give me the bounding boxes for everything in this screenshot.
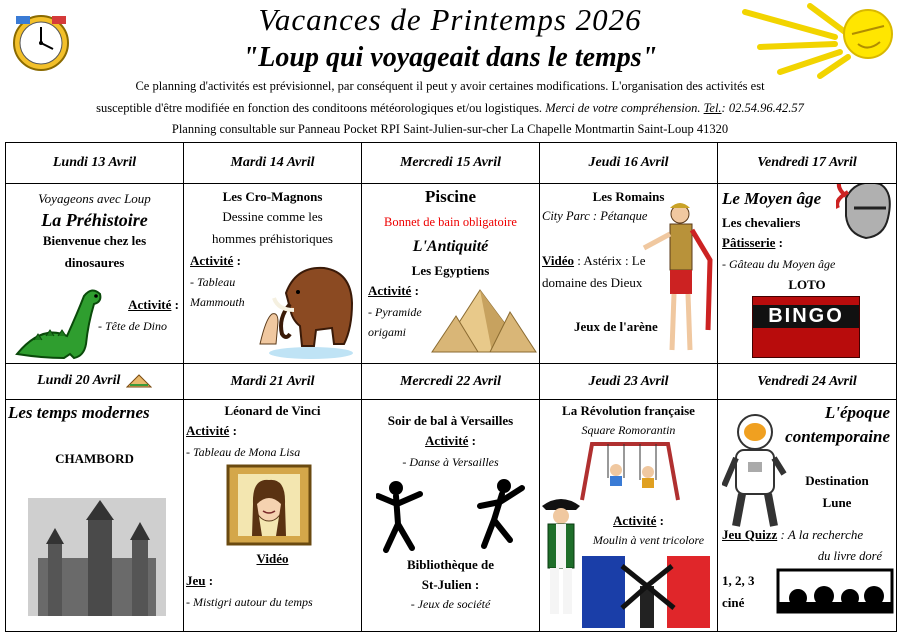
activity-word: Activité <box>425 433 469 448</box>
tricolour-windmill-icon <box>582 556 710 628</box>
cell-heading: Les Cro-Magnons <box>222 189 323 204</box>
sandwich-icon <box>126 373 152 389</box>
activity-item: Moulin à vent tricolore <box>592 533 705 547</box>
jeu-word: Jeu <box>186 573 206 588</box>
cell-text: 1, 2, 3 <box>722 573 755 588</box>
cell-text: Destination <box>805 473 869 488</box>
day-header: Lundi 13 Avril <box>6 143 184 184</box>
dancers-icon <box>376 474 526 554</box>
roman-soldier-icon <box>640 200 716 358</box>
intro-conditions: susceptible d'être modifiée en fonction des conditoons météorologiques et/ou logistiques. <box>96 101 543 115</box>
cell-heading: Le Moyen âge <box>722 189 822 208</box>
cell-text: LOTO <box>788 277 826 292</box>
colon: : <box>775 235 784 250</box>
activity-word: Activité <box>613 513 657 528</box>
cell-wed-22 <box>362 400 540 632</box>
mammoth-icon <box>256 248 360 360</box>
cell-text: Les chevaliers <box>722 215 801 230</box>
week2-header-row <box>6 364 897 400</box>
bingo-label: BINGO <box>753 305 859 328</box>
cell-heading: L'Antiquité <box>412 238 489 255</box>
cell-text: Bibliothèque de <box>406 557 495 572</box>
video-label: Vidéo <box>542 253 575 268</box>
jeu-label <box>186 572 213 590</box>
video-line <box>542 252 646 270</box>
cell-heading: contemporaine <box>785 427 890 446</box>
dinosaur-icon <box>12 284 107 362</box>
day-header: Vendredi 24 Avril <box>718 364 897 400</box>
activity-label <box>362 432 539 450</box>
video-label: Vidéo <box>256 551 289 566</box>
cell-text: City Parc : Pétanque <box>542 209 648 223</box>
cell-tue-14 <box>184 184 362 364</box>
activity-item: - Jeux de société <box>410 597 491 611</box>
cell-heading: Les Romains <box>592 189 665 204</box>
day-header: Jeudi 16 Avril <box>540 143 718 184</box>
cell-thu-16 <box>540 184 718 364</box>
cell-warning: Bonnet de bain obligatoire <box>384 215 517 229</box>
cell-text: Jeux de l'arène <box>574 319 658 334</box>
cell-heading: Soir de bal à Versailles <box>387 413 514 428</box>
intro-line-3: Planning consultable sur Panneau Pocket RPI Saint-Julien-sur-cher La Chapelle Montmartin Saint-Loup 41320 <box>171 122 729 136</box>
activity-label <box>190 252 241 270</box>
week1-header-row <box>6 143 897 184</box>
intro-thanks: Merci de votre compréhension. <box>545 101 701 115</box>
day-header: Mercredi 15 Avril <box>362 143 540 184</box>
colon: : <box>205 573 214 588</box>
cell-wed-15 <box>362 184 540 364</box>
planning-table <box>5 142 897 632</box>
cell-text: ciné <box>722 595 745 610</box>
cell-fri-17 <box>718 184 897 364</box>
cell-text: St-Julien : <box>421 577 480 592</box>
week2-body-row <box>6 400 897 632</box>
quiz-label: Jeu Quizz <box>722 527 778 542</box>
cell-text: domaine des Dieux <box>542 275 643 290</box>
cell-thu-23 <box>540 400 718 632</box>
activity-word: Activité <box>186 423 230 438</box>
activity-label <box>128 296 179 314</box>
cell-text: Bienvenue chez les <box>42 233 147 248</box>
colon: : <box>229 423 237 438</box>
patisserie-label <box>722 234 783 252</box>
astronaut-icon <box>722 412 788 530</box>
cell-text: hommes préhistoriques <box>212 231 333 246</box>
cell-text: Les Egyptiens <box>411 263 490 278</box>
cell-fri-24 <box>718 400 897 632</box>
activity-item: - Gâteau du Moyen âge <box>722 257 836 271</box>
cell-text: dinosaures <box>64 255 125 270</box>
pyramid-icon <box>430 286 538 358</box>
cell-heading: Léonard de Vinci <box>224 403 321 418</box>
intro-line-1: Ce planning d'activités est prévisionnel, par conséquent il peut y avoir certaines modifications. L'organisation des activités est <box>135 79 765 93</box>
cell-text: Square Romorantin <box>581 423 676 437</box>
page-title: Vacances de Printemps 2026 <box>258 2 642 37</box>
cell-tue-21 <box>184 400 362 632</box>
activity-label <box>186 422 237 440</box>
cell-heading: La Préhistoire <box>41 210 148 230</box>
activity-item: origami <box>368 325 407 339</box>
intro-line-2 <box>0 101 900 116</box>
colon: : <box>468 433 476 448</box>
activity-item: - Pyramide <box>368 305 422 319</box>
day-header: Vendredi 17 Avril <box>718 143 897 184</box>
day-header: Mardi 14 Avril <box>184 143 362 184</box>
day-label: Lundi 20 Avril <box>37 373 121 389</box>
knight-icon <box>836 184 896 249</box>
activity-item: - Tableau de Mona Lisa <box>186 445 301 459</box>
day-header: Mardi 21 Avril <box>184 364 362 400</box>
day-header <box>6 364 184 400</box>
day-header: Mercredi 22 Avril <box>362 364 540 400</box>
page-subtitle: "Loup qui voyageait dans le temps" <box>242 42 658 73</box>
activity-word: Activité <box>368 283 412 298</box>
quiz-line <box>722 526 863 544</box>
activity-item: - Mistigri autour du temps <box>186 595 313 609</box>
colon: : <box>411 283 419 298</box>
activity-label <box>368 282 419 300</box>
cell-mon-20 <box>6 400 184 632</box>
colon: : <box>656 513 664 528</box>
activity-item: - Tableau <box>190 275 236 289</box>
tel-label: Tel. <box>703 101 722 115</box>
cell-heading: Piscine <box>425 187 476 206</box>
cell-text: Lune <box>822 495 852 510</box>
activity-item: - Tête de Dino <box>98 319 167 333</box>
activity-word: Activité <box>128 297 172 312</box>
cell-heading: L'époque <box>824 403 890 422</box>
cell-text: CHAMBORD <box>55 451 134 466</box>
week1-body-row <box>6 184 897 364</box>
patisserie-word: Pâtisserie <box>722 235 776 250</box>
day-header: Jeudi 23 Avril <box>540 364 718 400</box>
cell-mon-13 <box>6 184 184 364</box>
quiz-text-2: du livre doré <box>817 549 882 563</box>
colon: : <box>171 297 179 312</box>
bingo-image <box>752 296 860 358</box>
napoleon-icon <box>540 492 587 618</box>
cell-text: Voyageons avec Loup <box>38 191 151 206</box>
cinema-icon <box>776 568 894 614</box>
cell-text: Dessine comme les <box>222 209 323 224</box>
tel-value: : 02.54.96.42.57 <box>721 101 804 115</box>
colon: : <box>233 253 241 268</box>
quiz-text: : A la recherche <box>777 527 864 542</box>
activity-word: Activité <box>190 253 234 268</box>
chambord-castle-image <box>28 498 166 616</box>
swings-icon <box>578 440 682 502</box>
cell-heading: Les temps modernes <box>8 403 150 422</box>
video-title: : Astérix : Le <box>574 253 646 268</box>
cell-heading: La Révolution française <box>562 403 695 418</box>
activity-item: - Danse à Versailles <box>402 455 499 469</box>
activity-item: Mammouth <box>190 295 245 309</box>
mona-lisa-icon <box>226 464 312 546</box>
